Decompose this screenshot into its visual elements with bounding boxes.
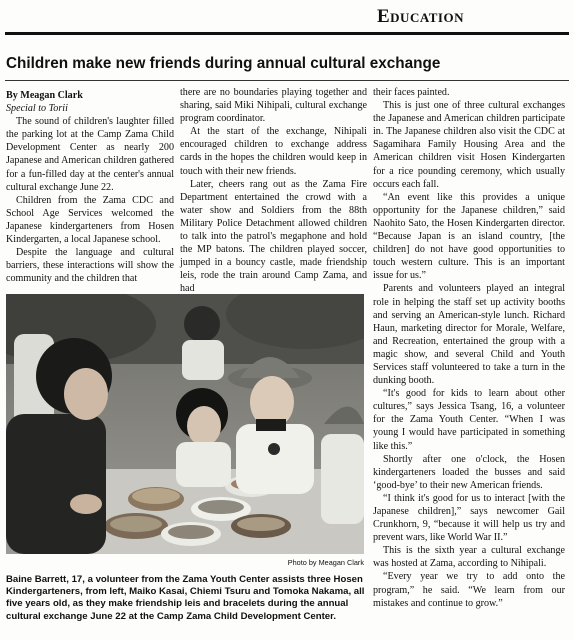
paragraph: “It's good for kids to learn about other cultures,” says Jessica Tsang, 16, a volunteer for the Zama Youth Center. “When I was young I would have participated in something like this.”: [373, 388, 565, 452]
paragraph: “An event like this provides a unique opportunity for the Japanese children,” said Naohito Sato, the Hosen Kindergarten director. “Because Japan is an island country, [the children] do not have good opportunities to touch western culture. This is an important issue for us.”: [373, 191, 565, 282]
article-column-1: [6, 89, 174, 285]
paragraph: Children from the Zama CDC and School Age Services welcomed the Japanese kindergarteners from Hosen Kindergarten, a local Japanese school.: [6, 194, 174, 246]
paragraph: there are no boundaries playing together and sharing, said Miki Nihipali, cultural exchange program coordinator.: [180, 87, 367, 125]
paragraph: Despite the language and cultural barriers, these interactions will show the community and the children that: [6, 247, 174, 285]
photo-caption: Baine Barrett, 17, a volunteer from the Zama Youth Center assists three Hosen Kindergarteners, from left, Maiko Kasai, Chiemi Tsuru and Tomoka Nakama, all five years old, as they make friendship leis and bracelets during the annual cultural exchange June 22 at the Camp Zama Child Development Center.: [6, 574, 365, 622]
headline-rule: [5, 80, 569, 81]
section-rule: [5, 32, 569, 35]
paragraph: This is just one of three cultural exchanges the Japanese and American children participate in. The Japanese children also visit the CDC at Sagamihara Family Housing Area and the American children visit Hosen Kindergarten for a rice pounding ceremony, which usually occurs each fall.: [373, 100, 565, 190]
byline-affiliation: Special to Torii: [6, 103, 68, 115]
article-photo: [6, 294, 364, 554]
paragraph: Parents and volunteers played an integral role in helping the staff set up activity booths and serving an American-style lunch. Richard Haun, marketing director for Morale, Welfare, and Recreation, entertained the group with a magic show, and several Child and Youth Services staff volunteered to take a turn in the dunking booth.: [373, 283, 565, 387]
paragraph: Later, cheers rang out as the Zama Fire Department entertained the crowd with a water show and Soldiers from the 88th Military Police Detachment allowed children to talk into the patrol's megaphone and hold the MP batons. The children played soccer, jumped in a bouncy castle, made friendship leis, rode the train around Camp Zama, and had: [180, 178, 367, 295]
photo-credit: Photo by Meagan Clark: [287, 558, 364, 567]
paragraph: Shortly after one o'clock, the Hosen kindergarteners loaded the busses and said ‘good-bye’ to their new American friends.: [373, 453, 565, 491]
article-headline: Children make new friends during annual cultural exchange: [6, 55, 441, 72]
article-column-3: [373, 86, 565, 610]
paragraph: their faces painted.: [373, 87, 450, 98]
section-heading: Education: [377, 6, 464, 27]
paragraph: At the start of the exchange, Nihipali encouraged children to exchange address cards in the hopes the children would keep in touch with their new friends.: [180, 126, 367, 177]
byline: By Meagan Clark: [6, 90, 83, 101]
paragraph: The sound of children's laughter filled the parking lot at the Camp Zama Child Development Center as nearly 200 Japanese and American children gathered for a fun-filled day at the center's annual cultural exchange June 22.: [6, 116, 174, 193]
paragraph: This is the sixth year a cultural exchange was hosted at Zama, according to Nihipali.: [373, 545, 565, 570]
photo-illustration: [6, 294, 364, 554]
article-column-2: [180, 86, 367, 296]
paragraph: “I think it's good for us to interact [with the Japanese children],” says newcomer Gail Crunkhorn, 9, “because it will help us try and prevent wars, like World War II.”: [373, 492, 565, 544]
paragraph: “Every year we try to add onto the program,” he said. “We learn from our mistakes and continue to grow.”: [373, 571, 565, 609]
